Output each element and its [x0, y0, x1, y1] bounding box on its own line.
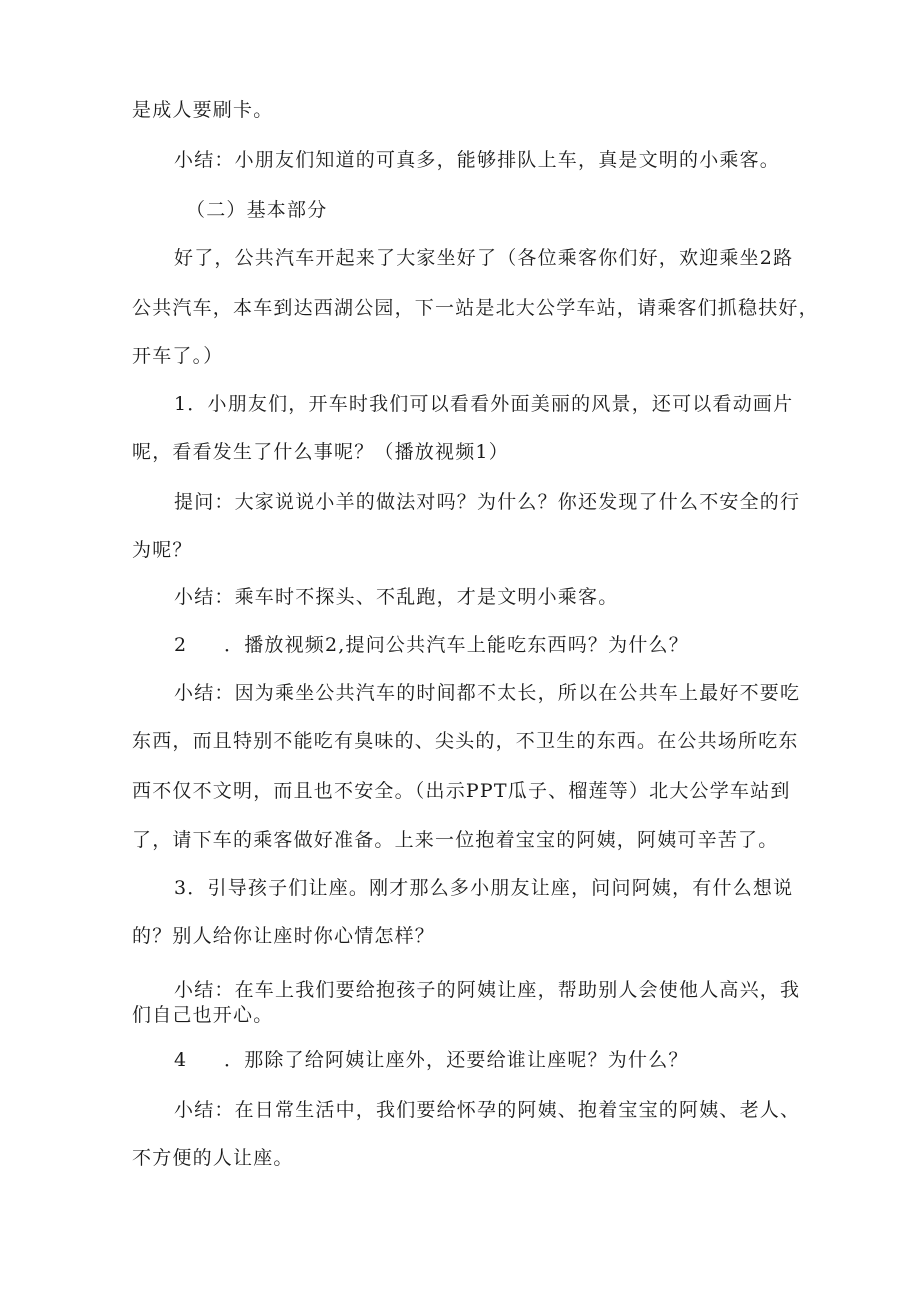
summary-line: 小结：在车上我们要给抱孩子的阿姨让座，帮助别人会使他人高兴，我 — [174, 979, 801, 1001]
question-line: 为呢？ — [132, 539, 193, 561]
summary-line: 不方便的人让座。 — [132, 1147, 294, 1169]
list-item-line — [174, 633, 834, 657]
list-item-line: 1．小朋友们，开车时我们可以看看外面美丽的风景，还可以看动画片 — [174, 393, 794, 415]
paragraph-line: 开车了。） — [132, 345, 224, 367]
list-item-line: 3．引导孩子们让座。刚才那么多小朋友让座，问问阿姨，有什么想说 — [174, 877, 794, 899]
summary-line: 东西，而且特别不能吃有臭味的、尖头的，不卫生的东西。在公共场所吃东 — [132, 730, 799, 752]
list-item-text: ．那除了给阿姨让座外，还要给谁让座呢？为什么？ — [224, 1049, 689, 1071]
summary-line: 小结：小朋友们知道的可真多，能够排队上车，真是文明的小乘客。 — [174, 149, 781, 171]
paragraph-line: 好了，公共汽车开起来了大家坐好了（各位乘客你们好，欢迎乘坐2路 — [174, 247, 794, 269]
list-item-line: 的？别人给你让座时你心情怎样？ — [132, 925, 436, 947]
list-item-line — [174, 1048, 834, 1072]
list-item-number: 2 — [174, 634, 188, 656]
summary-line: 西不仅不文明，而且也不安全。（出示PPT瓜子、榴莲等）北大公学车站到 — [132, 780, 791, 802]
summary-line: 们自己也开心。 — [132, 1004, 274, 1026]
list-item-text: ．播放视频2,提问公共汽车上能吃东西吗？为什么？ — [224, 634, 689, 656]
paragraph-line: 是成人要刷卡。 — [132, 99, 274, 121]
list-item-line: 呢，看看发生了什么事呢？（播放视频1） — [132, 441, 509, 463]
paragraph-line: 公共汽车，本车到达西湖公园，下一站是北大公学车站，请乘客们抓稳扶好， — [132, 297, 819, 319]
summary-line: 小结：因为乘坐公共汽车的时间都不太长，所以在公共车上最好不要吃 — [174, 682, 801, 704]
summary-line: 小结：在日常生活中，我们要给怀孕的阿姨、抱着宝宝的阿姨、老人、 — [174, 1099, 801, 1121]
list-item-number: 4 — [174, 1049, 188, 1071]
summary-line: 小结：乘车时不探头、不乱跑，才是文明小乘客。 — [174, 586, 619, 608]
section-heading: （二）基本部分 — [186, 199, 328, 221]
question-line: 提问：大家说说小羊的做法对吗？为什么？你还发现了什么不安全的行 — [174, 491, 801, 513]
summary-line: 了，请下车的乘客做好准备。上来一位抱着宝宝的阿姨，阿姨可辛苦了。 — [132, 829, 779, 851]
